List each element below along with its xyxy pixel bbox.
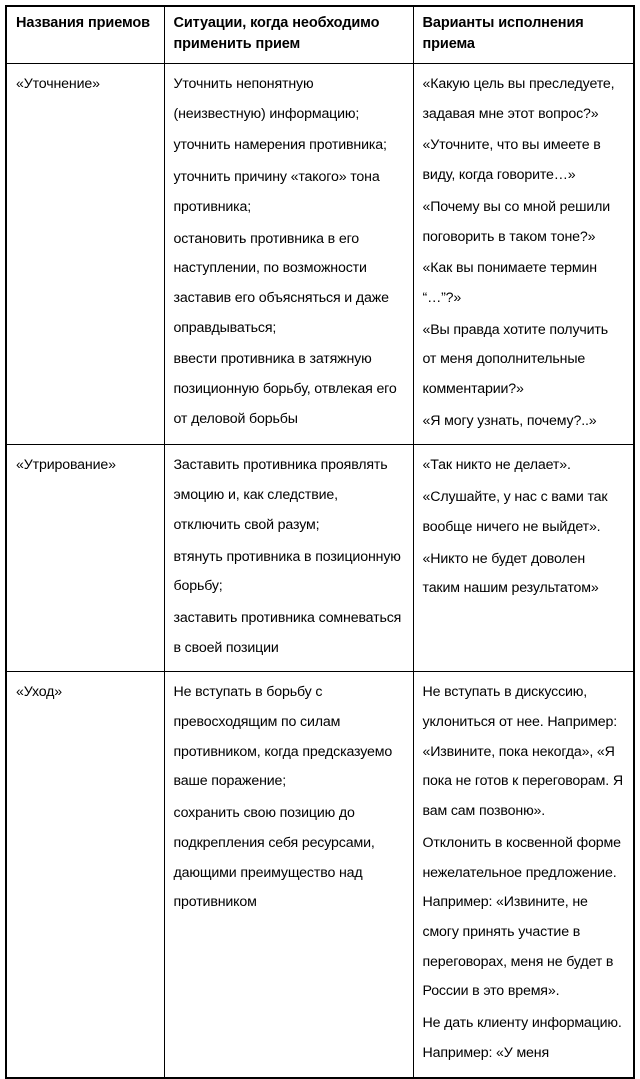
situation-item: Уточнить непонятную (неизвестную) информацию; bbox=[173, 76, 360, 122]
table-row bbox=[6, 672, 634, 1078]
technique-situations-cell bbox=[164, 672, 413, 1078]
example-item: «Как вы понимаете термин “…”?» bbox=[422, 260, 597, 306]
example-item: «Почему вы со мной решили поговорить в таком тоне?» bbox=[422, 198, 611, 245]
technique-name-cell bbox=[6, 445, 164, 672]
situation-item: уточнить намерения противника; bbox=[173, 137, 387, 154]
technique-examples-cell bbox=[413, 64, 634, 445]
example-item: «Уточните, что вы имеете в виду, когда говорите…» bbox=[422, 137, 601, 184]
technique-situations-cell bbox=[164, 445, 413, 672]
example-item: «Никто не будет доволен таким нашим результатом» bbox=[422, 550, 599, 597]
example-item: «Я могу узнать, почему?..» bbox=[422, 412, 597, 429]
example-item: «Так никто не делает». bbox=[422, 457, 571, 474]
example-item: Не дать клиенту информацию. Например: «У меня bbox=[422, 1015, 622, 1061]
situation-item: уточнить причину «такого» тона противника; bbox=[173, 169, 380, 215]
example-item: Отклонить в косвенной форме нежелательное предложение. Например: «Извините, не смогу принять участие в переговорах, меня не будет в России в это время». bbox=[422, 834, 621, 1000]
situation-item: Не вступать в борьбу с превосходящим по силам противником, когда предсказуемо ваше поражение; bbox=[173, 684, 393, 790]
negotiation-techniques-table bbox=[5, 5, 635, 1079]
example-item: «Вы правда хотите получить от меня дополнительные комментарии?» bbox=[422, 321, 608, 398]
technique-name: «Уточнение» bbox=[16, 76, 100, 92]
technique-name: «Утрирование» bbox=[16, 457, 116, 474]
technique-examples-cell bbox=[413, 672, 634, 1078]
situation-item: остановить противника в его наступлении, по возможности заставив его объясняться и даже оправдываться; bbox=[173, 230, 389, 336]
table-body bbox=[6, 64, 634, 1078]
table-row bbox=[6, 64, 634, 445]
column-header-execution-variants: Варианты исполнения приема bbox=[413, 6, 634, 64]
table-header-row bbox=[6, 6, 634, 64]
situation-item: Заставить противника проявлять эмоцию и, как следствие, отключить свой разум; bbox=[173, 457, 388, 533]
technique-examples-cell bbox=[413, 445, 634, 672]
situation-item: сохранить свою позицию до подкрепления себя ресурсами, дающими преимущество над противником bbox=[173, 805, 375, 911]
situation-item: ввести противника в затяжную позиционную борьбу, отвлекая его от деловой борьбы bbox=[173, 351, 397, 427]
technique-situations-cell bbox=[164, 64, 413, 445]
column-header-situations: Ситуации, когда необходимо применить прием bbox=[164, 6, 413, 64]
table-row bbox=[6, 445, 634, 672]
example-item: «Какую цель вы преследуете, задавая мне этот вопрос?» bbox=[422, 76, 615, 122]
situation-item: втянуть противника в позиционную борьбу; bbox=[173, 548, 401, 595]
technique-name-cell bbox=[6, 64, 164, 445]
example-item: Не вступать в дискуссию, уклониться от нее. Например: «Извините, пока некогда», «Я пока не готов к переговорам. Я вам сам позвоню». bbox=[422, 684, 623, 820]
example-item: «Слушайте, у нас с вами так вообще ничего не выйдет». bbox=[422, 489, 608, 535]
situation-item: заставить противника сомневаться в своей позиции bbox=[173, 609, 402, 656]
table-header bbox=[6, 6, 634, 64]
technique-name: «Уход» bbox=[16, 684, 63, 701]
column-header-technique-names: Названия приемов bbox=[6, 6, 164, 64]
technique-name-cell bbox=[6, 672, 164, 1078]
